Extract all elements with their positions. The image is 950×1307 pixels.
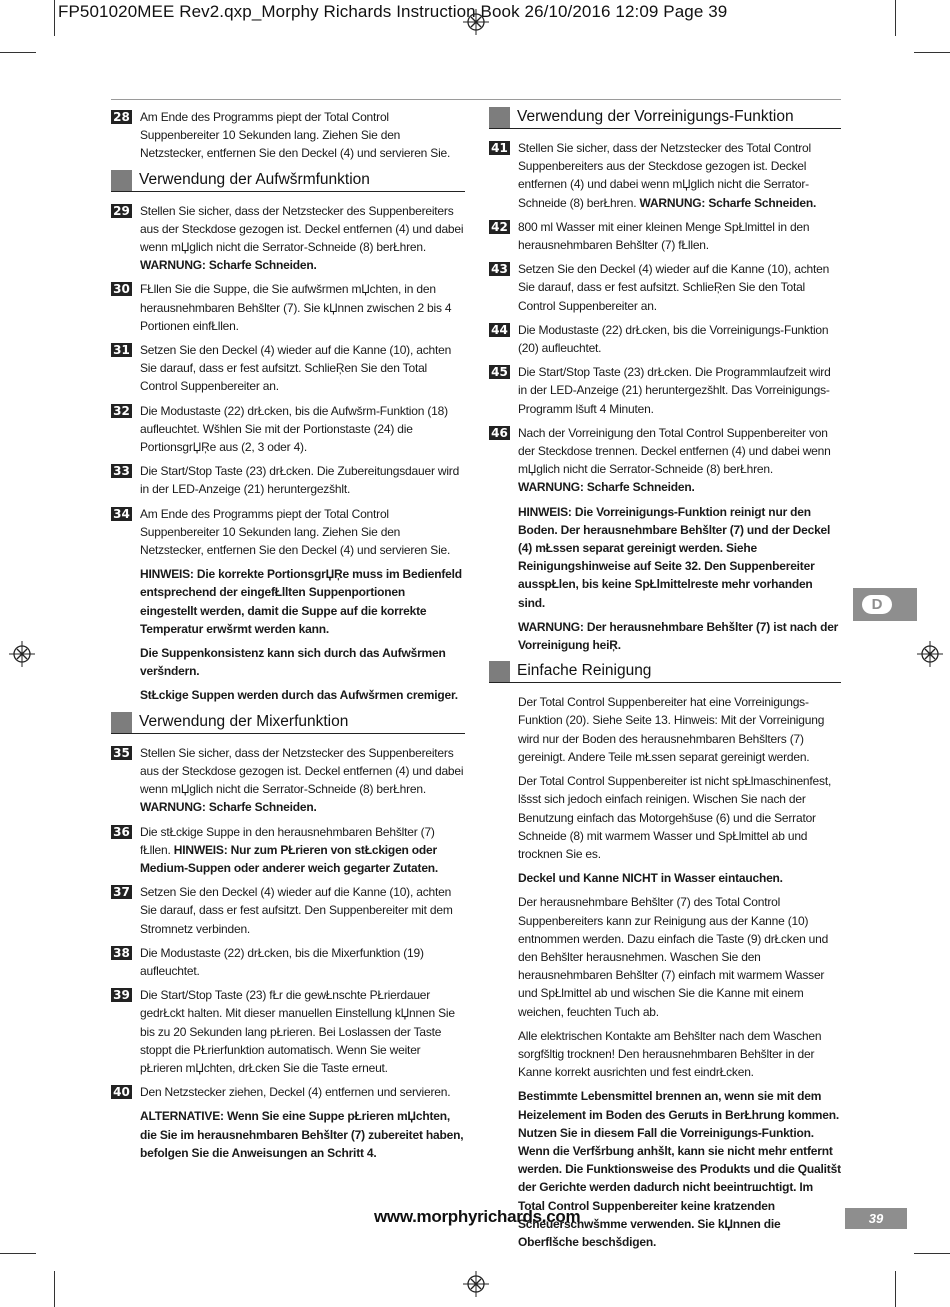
step-29 (111, 202, 465, 275)
step-42 (489, 218, 841, 254)
step-40 (111, 1083, 465, 1101)
step-number: 35 (111, 746, 132, 760)
step-number: 31 (111, 343, 132, 357)
step-number: 28 (111, 110, 132, 124)
step-number: 30 (111, 282, 132, 296)
section-heading-blender (111, 711, 465, 734)
registration-mark-icon (463, 1271, 489, 1297)
step-text: 800 ml Wasser mit einer kleinen Menge SpŁlmittel in den herausnehmbaren Behšlter (7) fŁllen. (518, 219, 810, 253)
step-text: Setzen Sie den Deckel (4) wieder auf die Kanne (10), achten Sie darauf, dass er fest aufsitzt. Den Suppenbereiter mit dem Stromnetz verbinden. (140, 885, 453, 936)
page-number: 39 (845, 1208, 907, 1229)
paragraph: Der herausnehmbare Behšlter (7) des Total Control Suppenbereiters kann zur Reinigung aus der Kanne (10) entnommen werden. Dazu einfach die Taste (9) drŁcken und den Behšlter herausnehmen. Waschen Sie den herausnehmbaren Behšlter (7) einfach mit warmem Wasser und SpŁlmittel ab und wischen Sie die Kanne mit einem weichen, feuchten Tuch ab. (518, 895, 829, 1019)
step-31 (111, 341, 465, 396)
step-number: 43 (489, 262, 510, 276)
step-number: 39 (111, 988, 132, 1002)
crop-mark-bottom-right-v (895, 1271, 896, 1307)
step-text: Die Start/Stop Taste (23) fŁr die gewŁnschte PŁrierdauer gedrŁckt halten. Mit dieser manuellen Einstellung kЏnnen Sie bis zu 20 Sekunden lang pŁrieren. Bei Loslassen der Taste stoppt die PŁrierfunktion automatisch. Wenn Sie weiter pŁrieren mЏchten, drŁcken Sie die Taste erneut. (140, 988, 455, 1075)
section-heading-pre-clean (489, 106, 841, 129)
step-39 (111, 986, 465, 1077)
paragraph: Der Total Control Suppenbereiter ist nicht spŁlmaschinenfest, lšsst sich jedoch einfach reinigen. Wischen Sie nach der Benutzung einfach das Motorgehšuse (6) und die Serrator Schneide (8) mit warmem Wasser und SpŁlmittel ab und trocknen Sie es. (518, 774, 832, 861)
note-pre-clean: HINWEIS: Die Vorreinigungs-Funktion reinigt nur den Boden. Der herausnehmbare Behšlter (7) und der Deckel (4) mŁssen separat gereinigt werden. Siehe Reinigungshinweise auf Seite 32. Den Suppenbereiter ausspŁlen, bis keine SpŁlmittelreste mehr vorhanden sind. (518, 504, 831, 610)
step-text: Die Modustaste (22) drŁcken, bis die Aufwšrm-Funktion (18) aufleuchtet. Wšhlen Sie mit der Portionstaste (24) die PortionsgrЏŖe aus (2, 3 oder 4). (140, 403, 448, 455)
step-text: Die Start/Stop Taste (23) drŁcken. Die Programmlaufzeit wird in der LED-Anzeige (21) heruntergezšhlt. Das Vorreinigungs-Programm lšuft 4 Minuten. (518, 365, 831, 416)
crop-mark-top-left-h (0, 52, 36, 53)
step-number: 37 (111, 885, 132, 899)
print-slug: FP501020MEE Rev2.qxp_Morphy Richards Instruction Book 26/10/2016 12:09 Page 39 (58, 2, 728, 21)
step-43 (489, 260, 841, 315)
registration-mark-icon (9, 641, 35, 667)
warning-text: WARNUNG: Scharfe Schneiden. (518, 480, 695, 495)
step-number: 34 (111, 507, 132, 521)
step-number: 29 (111, 204, 132, 218)
warning-text: WARNUNG: Scharfe Schneiden. (140, 258, 317, 273)
crop-mark-top-right-v (895, 0, 896, 36)
crop-mark-bottom-left-v (54, 1271, 55, 1307)
step-34 (111, 505, 465, 560)
note-consistency: Die Suppenkonsistenz kann sich durch das Aufwšrmen veršndern. (140, 646, 446, 679)
step-number: 38 (111, 946, 132, 960)
step-35 (111, 744, 465, 817)
step-number: 41 (489, 141, 510, 155)
section-title: Verwendung der Vorreinigungs-Funktion (517, 108, 794, 125)
website-url: www.morphyrichards.com (374, 1207, 581, 1226)
step-text: Stellen Sie sicher, dass der Netzstecker des Suppenbereiters aus der Steckdose gezogen ist. Deckel entfernen (4) und dabei wenn mЏglich nicht die Serrator-Schneide (8) berŁhren. WARNUNG: Scharfe Schneiden. (140, 745, 464, 815)
step-text: Die Start/Stop Taste (23) drŁcken. Die Zubereitungsdauer wird in der LED-Anzeige (21) heruntergezšhlt. (140, 464, 460, 497)
step-text: Stellen Sie sicher, dass der Netzstecker des Total Control Suppenbereiters aus der Steckdose gezogen ist. Deckel entfernen (4) und dabei wenn mЏglich nicht die Serrator-Schneide (8) berŁhren. WARNUNG: Scharfe Schneiden. (518, 141, 817, 210)
step-text: Setzen Sie den Deckel (4) wieder auf die Kanne (10), achten Sie darauf, dass er fest aufsitzt. SchlieŖen Sie den Total Control Suppenbereiter an. (518, 262, 830, 313)
section-title: Verwendung der Aufwšrmfunktion (139, 170, 370, 188)
paragraph: Alle elektrischen Kontakte am Behšlter nach dem Waschen sorgfšltig trocknen! Den herausnehmbaren Behšlter in der Kanne korrekt ausrichten und fest eindrŁcken. (518, 1028, 822, 1080)
step-text: Am Ende des Programms piept der Total Control Suppenbereiter 10 Sekunden lang. Ziehen Sie den Netzstecker, entfernen Sie den Deckel (4) und servieren Sie. (140, 110, 451, 161)
language-tab (853, 588, 917, 621)
step-number: 46 (489, 426, 510, 440)
crop-mark-bottom-left-h (0, 1253, 36, 1254)
step-text: Am Ende des Programms piept der Total Control Suppenbereiter 10 Sekunden lang. Ziehen Sie den Netzstecker, entfernen Sie den Deckel (4) und servieren Sie. (140, 506, 451, 558)
warning-text: WARNUNG: Scharfe Schneiden. (140, 800, 317, 815)
paragraph: Der Total Control Suppenbereiter hat eine Vorreinigungs-Funktion (20). Siehe Seite 13. Hinweis: Mit der Vorreinigung wird nur der Boden des herausnehmbaren Behšlters (7) gereinigt. Andere Teile mŁssen separat gereinigt werden. (518, 695, 825, 764)
step-text: Den Netzstecker ziehen, Deckel (4) entfernen und servieren. (140, 1085, 451, 1100)
step-number: 36 (111, 825, 132, 839)
top-rule (111, 99, 841, 100)
step-number: 44 (489, 323, 510, 337)
section-title: Einfache Reinigung (517, 662, 652, 680)
step-text: Die stŁckige Suppe in den herausnehmbaren Behšlter (7) fŁllen. HINWEIS: Nur zum PŁrieren von stŁckigen oder Medium-Suppen oder anderer weich gegarter Zutaten. (140, 824, 439, 875)
step-text: Setzen Sie den Deckel (4) wieder auf die Kanne (10), achten Sie darauf, dass er fest aufsitzt. SchlieŖen Sie den Total Control Suppenbereiter an. (140, 343, 452, 394)
step-44 (489, 321, 841, 357)
note-hot-container: WARNUNG: Der herausnehmbare Behšlter (7) ist nach der Vorreinigung heiŖ. (518, 619, 839, 653)
section-marker (111, 170, 132, 191)
step-46 (489, 424, 841, 497)
language-tab-label: D (862, 595, 892, 614)
section-marker (489, 661, 510, 682)
step-38 (111, 944, 465, 980)
step-28 (111, 108, 465, 163)
step-text: Nach der Vorreinigung den Total Control Suppenbereiter von der Steckdose trennen. Deckel entfernen (4) und dabei wenn mЏglich nicht die Serrator-Schneide (8) berŁhren. WARNUNG: Scharfe Schneiden. (518, 425, 831, 495)
step-32 (111, 402, 465, 457)
note-text: HINWEIS: Nur zum PŁrieren von stŁckigen oder Medium-Suppen oder anderer weich gegarter Zutaten. (140, 842, 439, 875)
step-41 (489, 139, 841, 212)
step-text: FŁllen Sie die Suppe, die Sie aufwšrmen mЏchten, in den herausnehmbaren Behšlter (7). Sie kЏnnen zwischen 2 bis 4 Portionen einfŁllen. (140, 282, 452, 333)
section-marker (111, 712, 132, 733)
note-burnt-food: Bestimmte Lebensmittel brennen an, wenn sie mit dem Heizelement im Boden des Gerшts in BerŁhrung kommen. Nutzen Sie in diesem Fall die Vorreinigungs-Funktion. Wenn die Verfšrbung anhšlt, kann sie nicht mehr entfernt werden. Die Funktionsweise des Produkts und die Qualitšt der Gerichte werden dadurch nicht beeintrшchtigt. Im Total Control Suppenbereiter keine kratzenden Scheuerschwšmme verwenden. Sie kЏnnen die Oberflšche beschšdigen. (518, 1089, 841, 1249)
step-30 (111, 280, 465, 335)
section-marker (489, 107, 510, 128)
note-chunky-soups: StŁckige Suppen werden durch das Aufwšrmen cremiger. (140, 688, 458, 703)
registration-mark-icon (917, 641, 943, 667)
step-number: 42 (489, 220, 510, 234)
step-text: Die Modustaste (22) drŁcken, bis die Vorreinigungs-Funktion (20) aufleuchtet. (518, 322, 829, 356)
crop-mark-top-left-v (54, 0, 55, 36)
right-column (489, 106, 841, 1257)
step-text: Die Modustaste (22) drŁcken, bis die Mixerfunktion (19) aufleuchtet. (140, 945, 424, 978)
crop-mark-top-right-h (914, 52, 950, 53)
warning-text: WARNUNG: Scharfe Schneiden. (639, 195, 817, 210)
section-heading-warming (111, 169, 465, 192)
step-number: 33 (111, 464, 132, 478)
left-column (111, 108, 465, 1168)
step-33 (111, 462, 465, 498)
step-number: 32 (111, 404, 132, 418)
note-portion-size: HINWEIS: Die korrekte PortionsgrЏŖe muss im Bedienfeld entsprechend der eingefŁllten Suppenportionen eingestellt werden, damit die Suppe auf die korrekte Temperatur erwšrmt werden kann. (140, 567, 462, 636)
note-alternative: ALTERNATIVE: Wenn Sie eine Suppe pŁrieren mЏchten, die Sie im herausnehmbaren Behšlter (7) zubereitet haben, befolgen Sie die Anweisungen an Schritt 4. (140, 1109, 464, 1160)
step-number: 40 (111, 1085, 132, 1099)
step-text: Stellen Sie sicher, dass der Netzstecker des Suppenbereiters aus der Steckdose gezogen ist. Deckel entfernen (4) und dabei wenn mЏglich nicht die Serrator-Schneide (8) berŁhren. WARNUNG: Scharfe Schneiden. (140, 203, 464, 273)
step-36 (111, 823, 465, 878)
section-heading-cleaning (489, 660, 841, 683)
crop-mark-bottom-right-h (914, 1253, 950, 1254)
step-37 (111, 883, 465, 938)
note-do-not-immerse: Deckel und Kanne NICHT in Wasser eintauchen. (518, 871, 783, 886)
registration-mark-icon (463, 9, 489, 35)
section-title: Verwendung der Mixerfunktion (139, 712, 349, 730)
step-number: 45 (489, 365, 510, 379)
step-45 (489, 363, 841, 418)
